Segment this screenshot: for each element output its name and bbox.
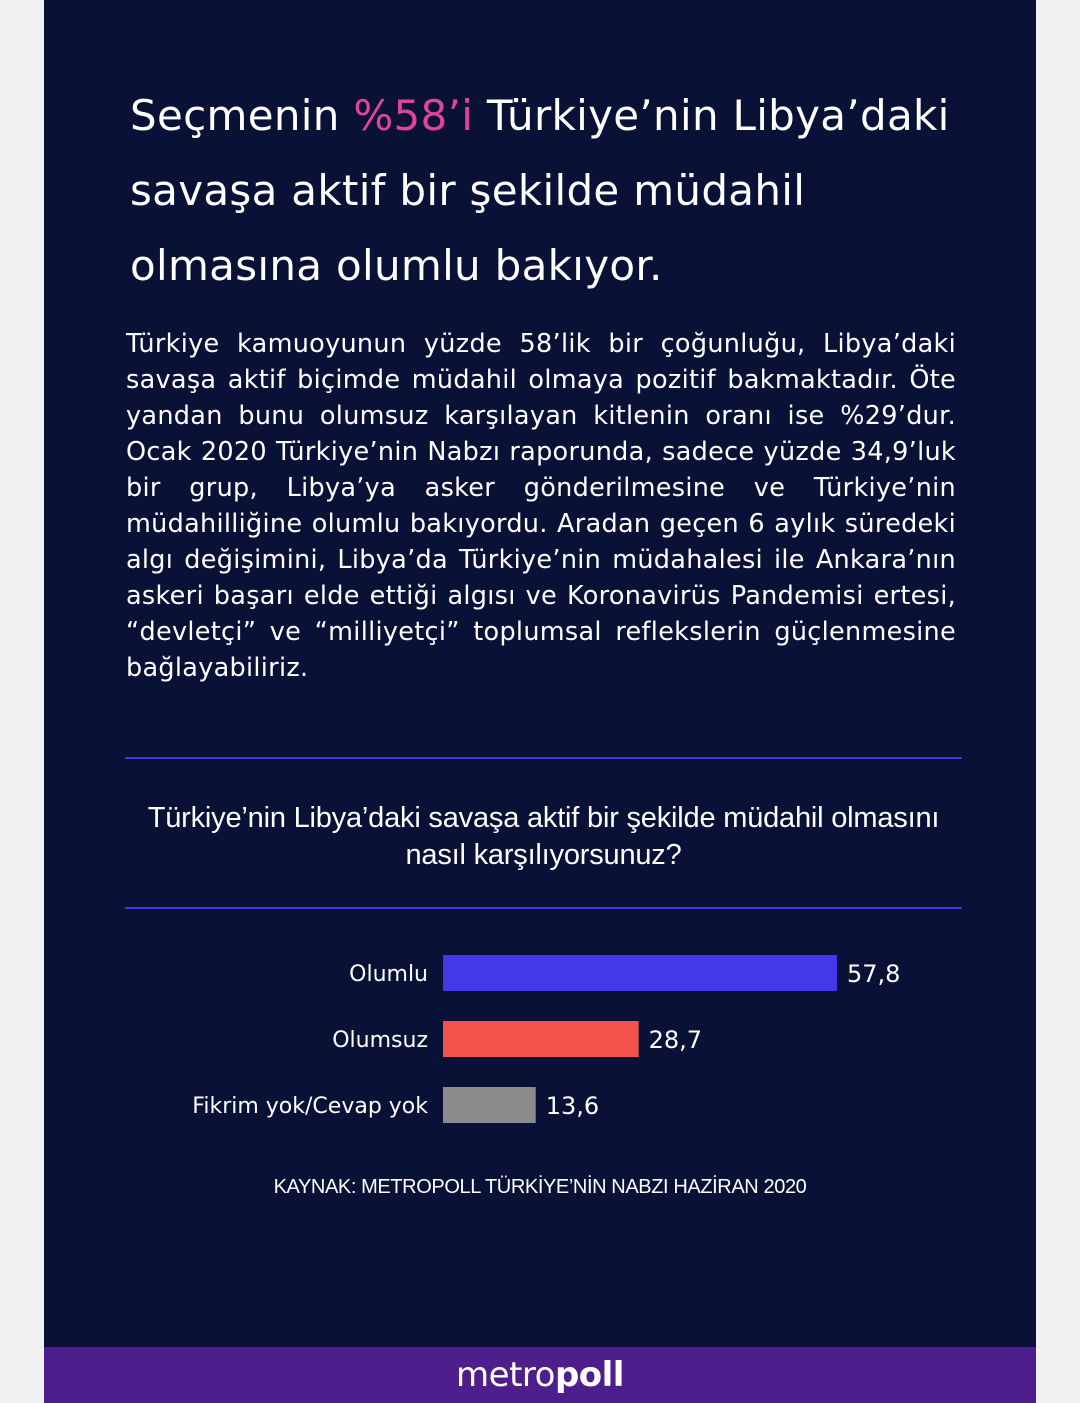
bar-chart: [44, 940, 1036, 1140]
headline-start: Seçmenin: [130, 91, 354, 140]
footer-bar: [44, 1347, 1036, 1403]
bar: [443, 1021, 639, 1057]
value-label: 57,8: [847, 960, 901, 988]
category-label: Olumsuz: [332, 1028, 428, 1053]
value-label: 28,7: [648, 1026, 703, 1054]
category-label: Fikrim yok/Cevap yok: [192, 1094, 428, 1119]
bar: [443, 955, 837, 991]
infographic-card: [44, 0, 1036, 1403]
chart-title: Türkiye’nin Libya’daki savaşa aktif bir şekilde müdahil olmasını nasıl karşılıyorsunuz?: [147, 802, 940, 871]
value-label: 13,6: [545, 1092, 600, 1120]
divider-top: [125, 757, 962, 759]
headline-percentage: %58’i: [353, 91, 474, 140]
logo-part-poll: poll: [554, 1355, 624, 1395]
body-paragraph: Türkiye kamuoyunun yüzde 58’lik bir çoğunluğu, Libya’daki savaşa aktif biçimde müdahil olmaya pozitif bakmaktadır. Öte yandan bunu olumsuz karşılayan kitlenin oranı ise %29’dur. Ocak 2020 Türkiye’nin Nabzı raporunda, sadece yüzde 34,9’luk bir grup, Libya’ya asker gönderilmesine ve Türkiye’nin müdahilliğine olumlu bakıyordu. Aradan geçen 6 aylık süredeki algı değişimini, Libya’da Türkiye’nin müdahalesi ile Ankara’nın askeri başarı elde ettiği algısı ve Koronavirüs Pandemisi ertesi, “devletçi” ve “milliyetçi” toplumsal reflekslerin güçlenmesine bağlayabiliriz.: [126, 329, 956, 683]
category-label: Olumlu: [349, 962, 428, 987]
source-note: KAYNAK: METROPOLL TÜRKİYE’NİN NABZI HAZİRAN 2020: [273, 1176, 807, 1198]
headline-end: Türkiye’nin Libya’daki savaşa aktif bir şekilde müdahil olmasına olumlu bakıyor.: [130, 91, 950, 290]
logo-part-metro: metro: [456, 1355, 555, 1395]
metropoll-logo: [456, 1355, 624, 1395]
divider-bottom: [125, 907, 962, 909]
bar: [443, 1087, 536, 1123]
headline: [130, 78, 970, 303]
